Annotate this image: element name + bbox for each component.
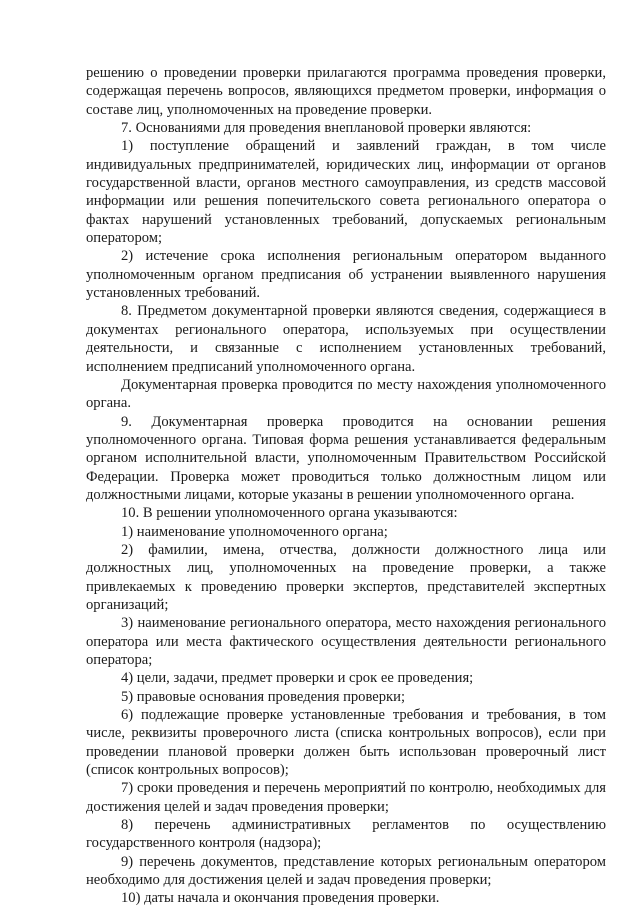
paragraph-intro: решению о проведении проверки прилагаются программа проведения проверки, содержащая перечень вопросов, являющихся предметом проверки, информация о составе лиц, уполномоченных на проведение проверки. <box>86 65 606 118</box>
paragraph-10-item-3: 3) наименование регионального оператора, место нахождения регионального оператора или места фактического осуществления деятельности регионального оператора; <box>86 615 606 668</box>
paragraph-8-location: Документарная проверка проводится по месту нахождения уполномоченного органа. <box>86 376 606 412</box>
paragraph-10-item-1: 1) наименование уполномоченного органа; <box>121 523 388 540</box>
document-page <box>86 64 606 908</box>
paragraph-10-item-4: 4) цели, задачи, предмет проверки и срок ее проведения; <box>121 670 474 687</box>
paragraph-10-item-10: 10) даты начала и окончания проведения проверки. <box>121 890 440 907</box>
paragraph-10-item-2: 2) фамилии, имена, отчества, должности должностного лица или должностных лиц, уполномоченных на проведение проверки, а также привлекаемых к проведению проверки экспертов, представителей экспертных организаций; <box>86 541 606 613</box>
paragraph-10-item-7: 7) сроки проведения и перечень мероприятий по контролю, необходимых для достижения целей и задач проведения проверки; <box>86 780 606 815</box>
paragraph-10-item-5: 5) правовые основания проведения проверки; <box>121 688 406 705</box>
paragraph-9: 9. Документарная проверка проводится на основании решения уполномоченного органа. Типовая форма решения устанавливается федеральным органом исполнительной власти, уполномоченным Правительством Российской Федерации. Проверка может проводиться только должностным лицом или должностными лицами, которые указаны в решении уполномоченного органа. <box>86 413 606 503</box>
paragraph-8: 8. Предметом документарной проверки являются сведения, содержащиеся в документах регионального оператора, используемых при осуществлении деятельности, и связанные с исполнением установленных требований, исполнением предписаний уполномоченного органа. <box>86 303 606 375</box>
paragraph-10-item-8: 8) перечень административных регламентов по осуществлению государственного контроля (надзора); <box>86 817 606 852</box>
paragraph-7-item-1: 1) поступление обращений и заявлений граждан, в том числе индивидуальных предпринимателей, юридических лиц, информации от органов государственной власти, органов местного самоуправления, из средств массовой информации или решения попечительского совета регионального оператора о фактах нарушений установленных требований, допускаемых региональным оператором; <box>86 138 606 247</box>
paragraph-7-item-2: 2) истечение срока исполнения региональным оператором выданного уполномоченным органом предписания об устранении выявленного нарушения установленных требований. <box>86 248 606 302</box>
paragraph-7-heading: 7. Основаниями для проведения внеплановой проверки являются: <box>121 120 532 137</box>
paragraph-10-heading: 10. В решении уполномоченного органа указываются: <box>121 505 458 522</box>
paragraph-10-item-6: 6) подлежащие проверке установленные требования и требования, в том числе, реквизиты проверочного листа (списка контрольных вопросов), если при проведении плановой проверки должен быть использован проверочный лист (список контрольных вопросов); <box>86 707 606 779</box>
paragraph-10-item-9: 9) перечень документов, представление которых региональным оператором необходимо для достижения целей и задач проведения проверки; <box>86 853 606 889</box>
